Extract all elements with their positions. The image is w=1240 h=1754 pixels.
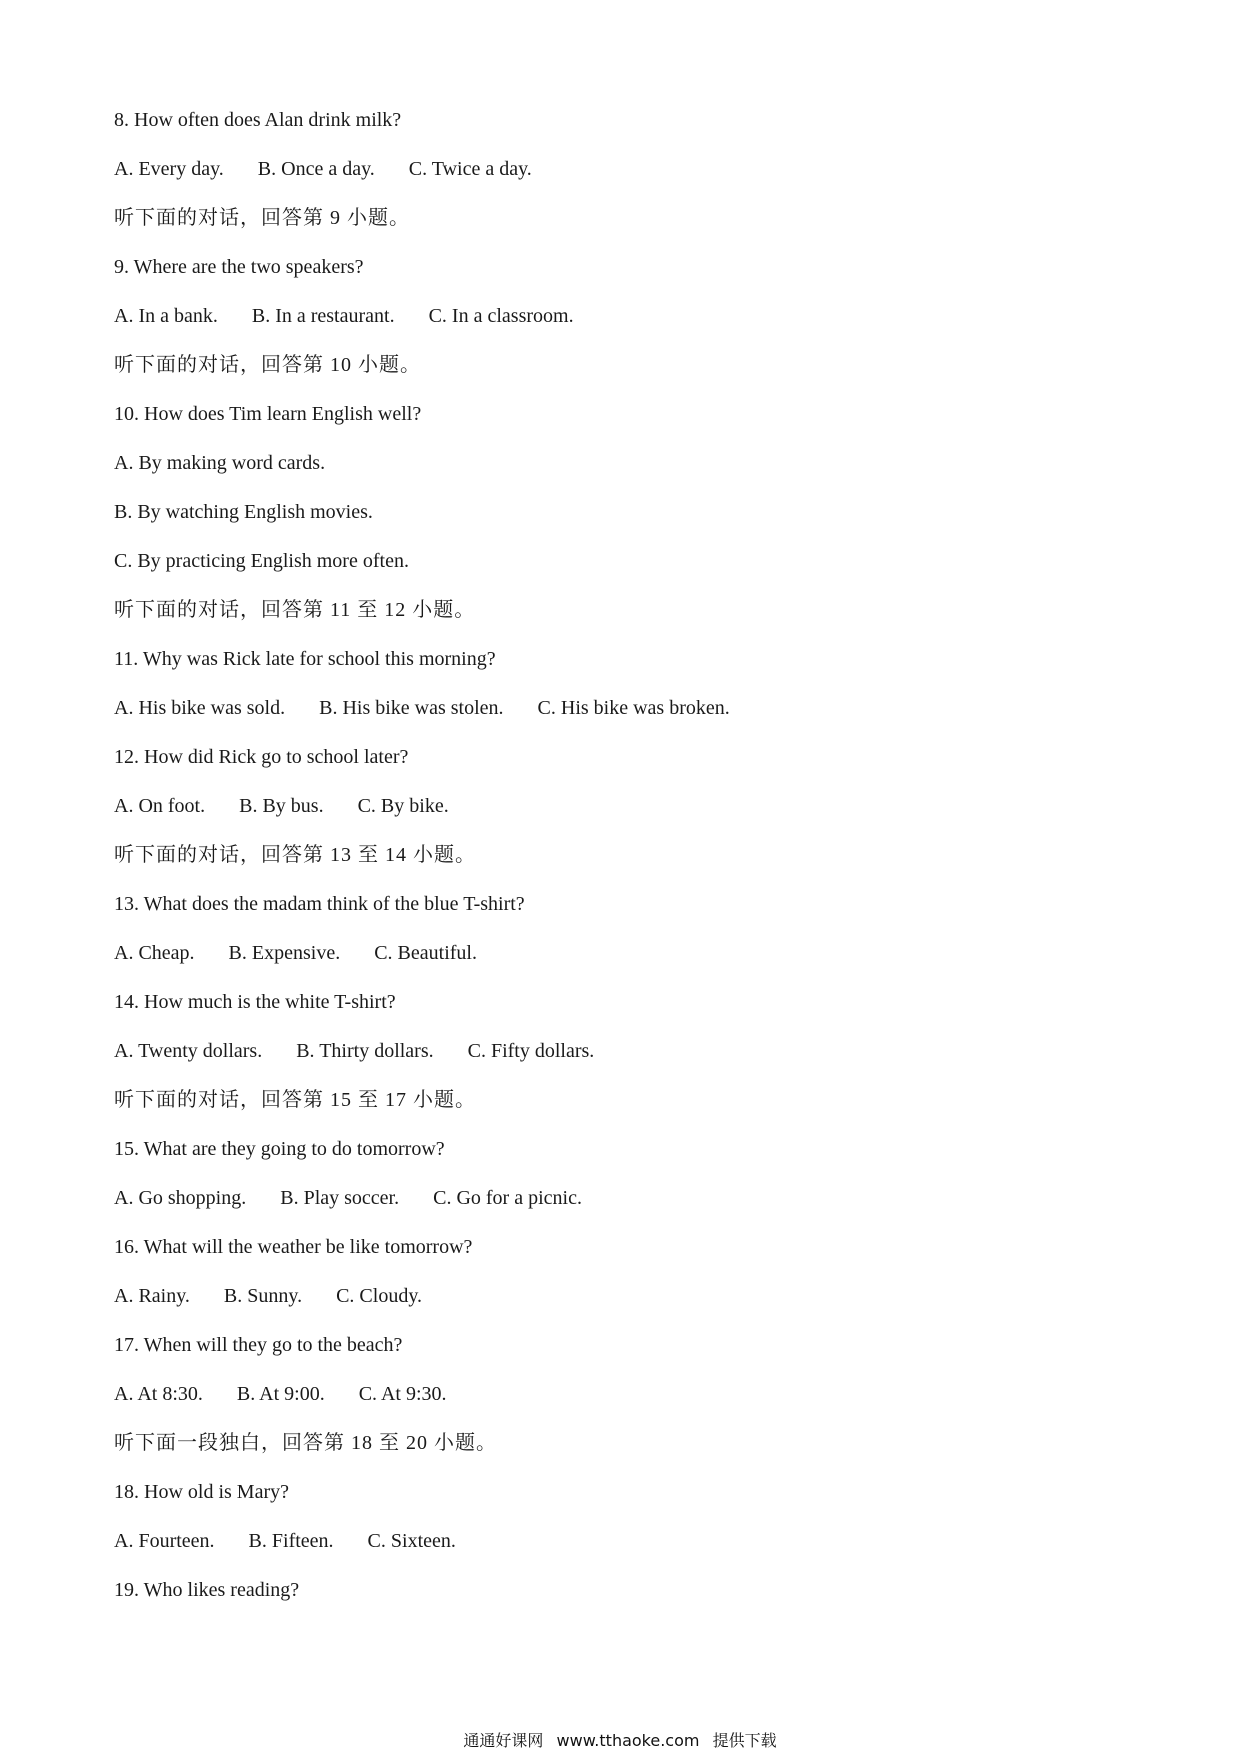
answer-option: C. His bike was broken. [537, 697, 730, 719]
question-text: 13. What does the madam think of the blue T-shirt? [114, 893, 525, 915]
answer-option: A. In a bank. [114, 305, 218, 327]
question-text: B. By watching English movies. [114, 501, 373, 523]
answer-option: B. His bike was stolen. [319, 697, 504, 719]
answer-option: B. At 9:00. [236, 1383, 325, 1405]
question-text: 19. Who likes reading? [114, 1579, 300, 1601]
answer-option: A. Go shopping. [114, 1187, 247, 1209]
section-instruction: 听下面一段独白，回答第 18 至 20 小题。 [114, 1432, 497, 1454]
answer-option: A. His bike was sold. [114, 697, 286, 719]
page-footer [0, 1728, 1240, 1751]
footer-suffix: 提供下载 [712, 1731, 777, 1750]
section-instruction: 听下面的对话，回答第 11 至 12 小题。 [114, 599, 476, 621]
question-text: 17. When will they go to the beach? [114, 1334, 403, 1356]
section-instruction: 听下面的对话，回答第 13 至 14 小题。 [114, 844, 476, 866]
answer-option: C. Fifty dollars. [467, 1040, 595, 1062]
answer-option: C. Sixteen. [367, 1530, 456, 1552]
answer-options-row [114, 936, 1124, 985]
answer-option: B. Thirty dollars. [296, 1040, 434, 1062]
answer-options-row [114, 789, 1124, 838]
answer-option: A. Rainy. [114, 1285, 190, 1307]
answer-options-row [114, 1377, 1124, 1426]
answer-option: A. Every day. [114, 158, 224, 180]
answer-option: B. In a restaurant. [251, 305, 395, 327]
answer-option: A. Twenty dollars. [114, 1040, 263, 1062]
answer-option: C. Cloudy. [336, 1285, 423, 1307]
answer-options-row [114, 1034, 1124, 1083]
answer-option: C. Beautiful. [374, 942, 477, 964]
answer-options-row [114, 299, 1124, 348]
question-text: 9. Where are the two speakers? [114, 256, 364, 278]
question-text: 18. How old is Mary? [114, 1481, 289, 1503]
question-text: C. By practicing English more often. [114, 550, 409, 572]
answer-option: B. Fifteen. [248, 1530, 334, 1552]
answer-option: B. By bus. [239, 795, 324, 817]
section-instruction: 听下面的对话，回答第 15 至 17 小题。 [114, 1089, 476, 1111]
answer-option: C. Go for a picnic. [433, 1187, 582, 1209]
answer-option: B. Play soccer. [280, 1187, 400, 1209]
question-text: 12. How did Rick go to school later? [114, 746, 409, 768]
answer-options-row [114, 152, 1124, 201]
answer-option: C. At 9:30. [358, 1383, 447, 1405]
answer-options-row [114, 1524, 1124, 1573]
section-instruction: 听下面的对话，回答第 9 小题。 [114, 207, 410, 229]
answer-option: B. Expensive. [228, 942, 341, 964]
answer-options-row [114, 1279, 1124, 1328]
answer-option: A. At 8:30. [114, 1383, 203, 1405]
answer-option: A. Fourteen. [114, 1530, 215, 1552]
question-text: 8. How often does Alan drink milk? [114, 109, 402, 131]
footer-url[interactable]: www.tthaoke.com [556, 1731, 700, 1750]
question-text: 16. What will the weather be like tomorrow? [114, 1236, 473, 1258]
question-text: 11. Why was Rick late for school this morning? [114, 648, 496, 670]
answer-option: B. Once a day. [257, 158, 375, 180]
answer-options-row [114, 691, 1124, 740]
question-list [114, 103, 1124, 1622]
answer-options-row [114, 1181, 1124, 1230]
section-instruction: 听下面的对话，回答第 10 小题。 [114, 354, 421, 376]
question-text: 15. What are they going to do tomorrow? [114, 1138, 445, 1160]
question-text: 10. How does Tim learn English well? [114, 403, 422, 425]
question-text: A. By making word cards. [114, 452, 326, 474]
answer-option: A. On foot. [114, 795, 206, 817]
answer-option: B. Sunny. [223, 1285, 303, 1307]
question-text: 14. How much is the white T-shirt? [114, 991, 396, 1013]
answer-option: A. Cheap. [114, 942, 195, 964]
answer-option: C. Twice a day. [408, 158, 532, 180]
answer-option: C. In a classroom. [428, 305, 574, 327]
answer-option: C. By bike. [357, 795, 449, 817]
footer-site-name: 通通好课网 [463, 1731, 544, 1750]
